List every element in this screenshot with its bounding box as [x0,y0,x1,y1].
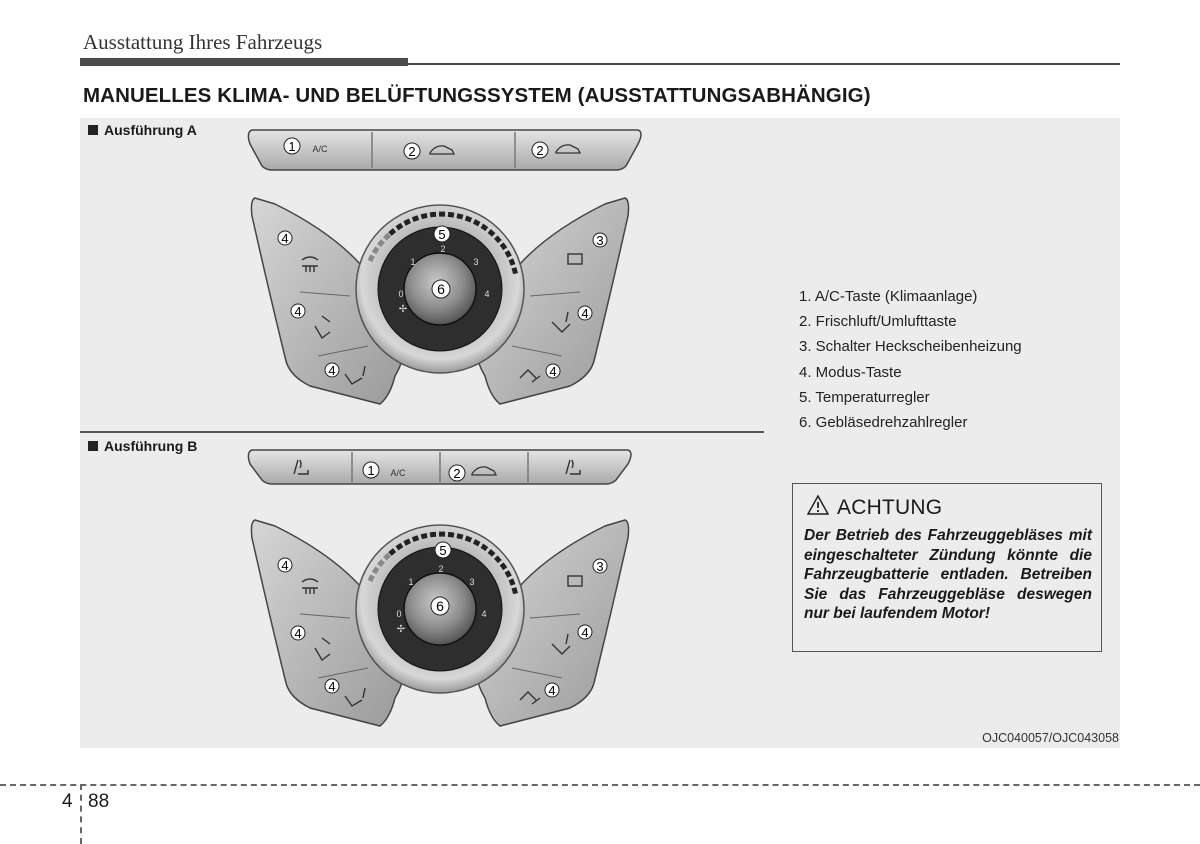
fan-scale-2: 2 [440,244,446,254]
square-bullet-icon [88,441,98,451]
page-title: MANUELLES KLIMA- UND BELÜFTUNGSSYSTEM (AUSSTATTUNGSABHÄNGIG) [83,84,871,107]
header-bar [80,58,408,66]
callout-4: 4 [581,306,589,321]
ac-label: A/C [312,144,328,154]
callout-2: 2 [536,143,544,158]
ac-label: A/C [390,468,406,478]
warning-triangle-icon [807,494,829,516]
legend-item: 5. Temperaturregler [799,388,930,406]
variant-divider [80,431,764,433]
callout-6: 6 [437,281,445,297]
callout-4: 4 [281,558,289,573]
warning-box [792,483,1102,652]
legend-item: 2. Frischluft/Umlufttaste [799,313,957,331]
section-header: Ausstattung Ihres Fahrzeugs [83,30,323,54]
callout-4: 4 [548,683,556,698]
callout-5: 5 [438,227,446,242]
callout-5: 5 [439,543,447,558]
fan-icon: ✢ [398,304,408,315]
callout-1: 1 [367,463,375,478]
callout-4: 4 [328,679,336,694]
variant-a-caption [88,122,197,138]
footer-rule [0,784,1200,786]
callout-6: 6 [436,598,444,614]
callout-3: 3 [596,559,604,574]
fan-scale-3: 3 [473,257,479,267]
legend-item: 4. Modus-Taste [799,363,902,381]
fan-icon: ✢ [396,624,406,635]
page-number: 88 [88,791,110,812]
variant-b-label: Ausführung B [104,438,198,454]
fan-scale-4: 4 [484,289,490,299]
fan-scale-4: 4 [481,609,487,619]
header-rule [408,63,1120,65]
control-panel-diagram-a [230,126,650,416]
warning-title: ACHTUNG [837,496,943,519]
callout-4: 4 [281,231,289,246]
callout-4: 4 [294,304,302,319]
fan-scale-3: 3 [469,577,475,587]
callout-4: 4 [581,625,589,640]
callout-2: 2 [453,466,461,481]
image-code: OJC040057/OJC043058 [982,731,1119,745]
footer-divider [80,784,82,844]
legend-item: 1. A/C-Taste (Klimaanlage) [799,288,978,305]
component-legend [799,284,1022,435]
fan-scale-2: 2 [438,564,444,574]
top-button-strip [248,130,641,170]
legend-item: 6. Gebläsedrehzahlregler [799,414,968,432]
square-bullet-icon [88,125,98,135]
variant-a-label: Ausführung A [104,122,197,138]
callout-3: 3 [596,233,604,248]
callout-4: 4 [328,363,336,378]
fan-scale-1: 1 [410,257,416,267]
warning-text: Der Betrieb des Fahrzeuggebläses mit eingeschalteter Zündung könnte die Fahrzeugbatterie entladen. Betreiben Sie das Fahrzeuggebläse deswegen nur bei laufendem Motor! [804,527,1092,622]
legend-item: 3. Schalter Heckscheibenheizung [799,338,1022,356]
fan-scale-1: 1 [408,577,414,587]
fan-scale-0: 0 [398,289,404,299]
control-panel-diagram-b [230,446,650,736]
section-number: 4 [62,791,73,812]
callout-4: 4 [549,364,557,379]
callout-2: 2 [408,144,416,159]
fan-scale-0: 0 [396,609,402,619]
variant-b-caption [88,438,197,454]
callout-4: 4 [294,626,302,641]
callout-1: 1 [288,139,296,154]
